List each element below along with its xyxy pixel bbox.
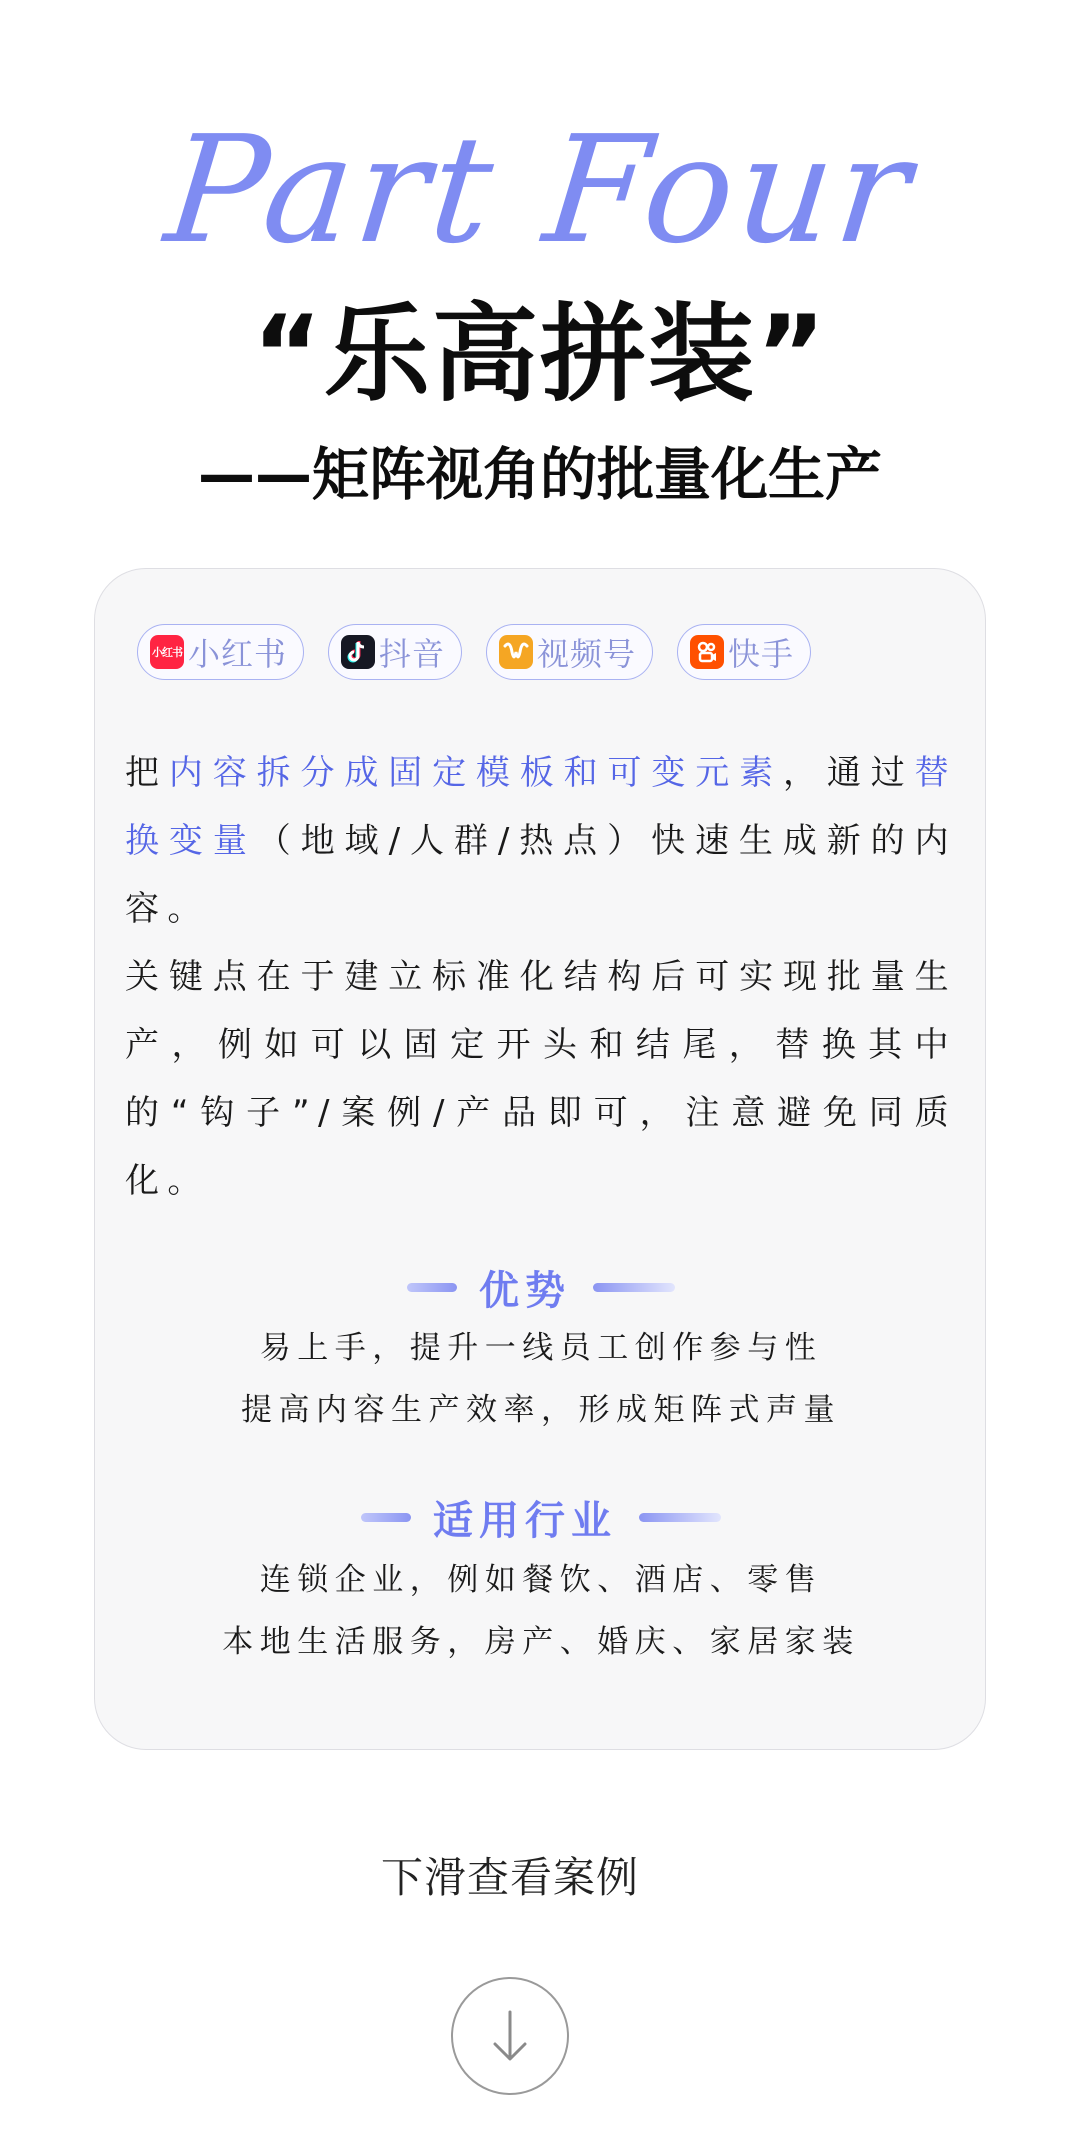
heading-decoration-right — [593, 1283, 675, 1292]
industries-heading-text: 适用行业 — [433, 1498, 617, 1544]
highlight-text: 内容拆分成固定模板和可变元素 — [168, 753, 783, 793]
main-title: “乐高拼装” — [252, 293, 828, 416]
platform-tag-douyin[interactable] — [328, 624, 462, 680]
heading-decoration-left — [361, 1513, 411, 1522]
platform-tag-kuaishou[interactable] — [677, 624, 811, 680]
scroll-down-button[interactable] — [451, 1977, 569, 2095]
channels-icon — [499, 635, 533, 669]
platform-label: 抖音 — [379, 635, 446, 673]
highlight-text: 替换变量 — [125, 753, 958, 861]
kuaishou-icon — [690, 635, 724, 669]
platform-tag-xiaohongshu[interactable] — [137, 624, 304, 680]
part-title: Part Four — [158, 104, 922, 276]
description-paragraph-2: 关键点在于建立标准化结构后可实现批量生产，例如可以固定开头和结尾，替换其中的“钩子”/案例/产品即可，注意避免同质化。 — [125, 957, 957, 1201]
platform-tag-channels[interactable] — [486, 624, 653, 680]
platform-label: 小红书 — [188, 635, 288, 673]
douyin-icon — [341, 635, 375, 669]
xiaohongshu-icon: 小红书 — [150, 635, 184, 669]
arrow-down-icon — [485, 2006, 535, 2066]
platform-tags — [137, 624, 811, 680]
advantage-line: 提高内容生产效率，形成矩阵式声量 — [241, 1392, 841, 1428]
industry-line: 本地生活服务，房产、婚庆、家居家装 — [222, 1624, 860, 1660]
subtitle: ——矩阵视角的批量化生产 — [198, 442, 882, 508]
platform-label: 视频号 — [537, 635, 637, 673]
advantages-heading-text: 优势 — [479, 1268, 571, 1314]
advantages-heading — [95, 1259, 987, 1316]
platform-label: 快手 — [728, 635, 795, 673]
heading-decoration-left — [407, 1283, 457, 1292]
description-paragraph-1: 把内容拆分成固定模板和可变元素，通过替换变量（地域/人群/热点）快速生成新的内容。 — [125, 753, 958, 929]
industry-line: 连锁企业，例如餐饮、酒店、零售 — [259, 1562, 823, 1598]
advantages-list — [95, 1317, 987, 1441]
advantage-line: 易上手，提升一线员工创作参与性 — [259, 1330, 823, 1366]
industries-list — [95, 1549, 987, 1673]
industries-heading — [95, 1489, 987, 1546]
content-card — [94, 568, 986, 1750]
heading-decoration-right — [639, 1513, 721, 1522]
scroll-hint: 下滑查看案例 — [380, 1853, 639, 1902]
description-text — [125, 739, 957, 1215]
